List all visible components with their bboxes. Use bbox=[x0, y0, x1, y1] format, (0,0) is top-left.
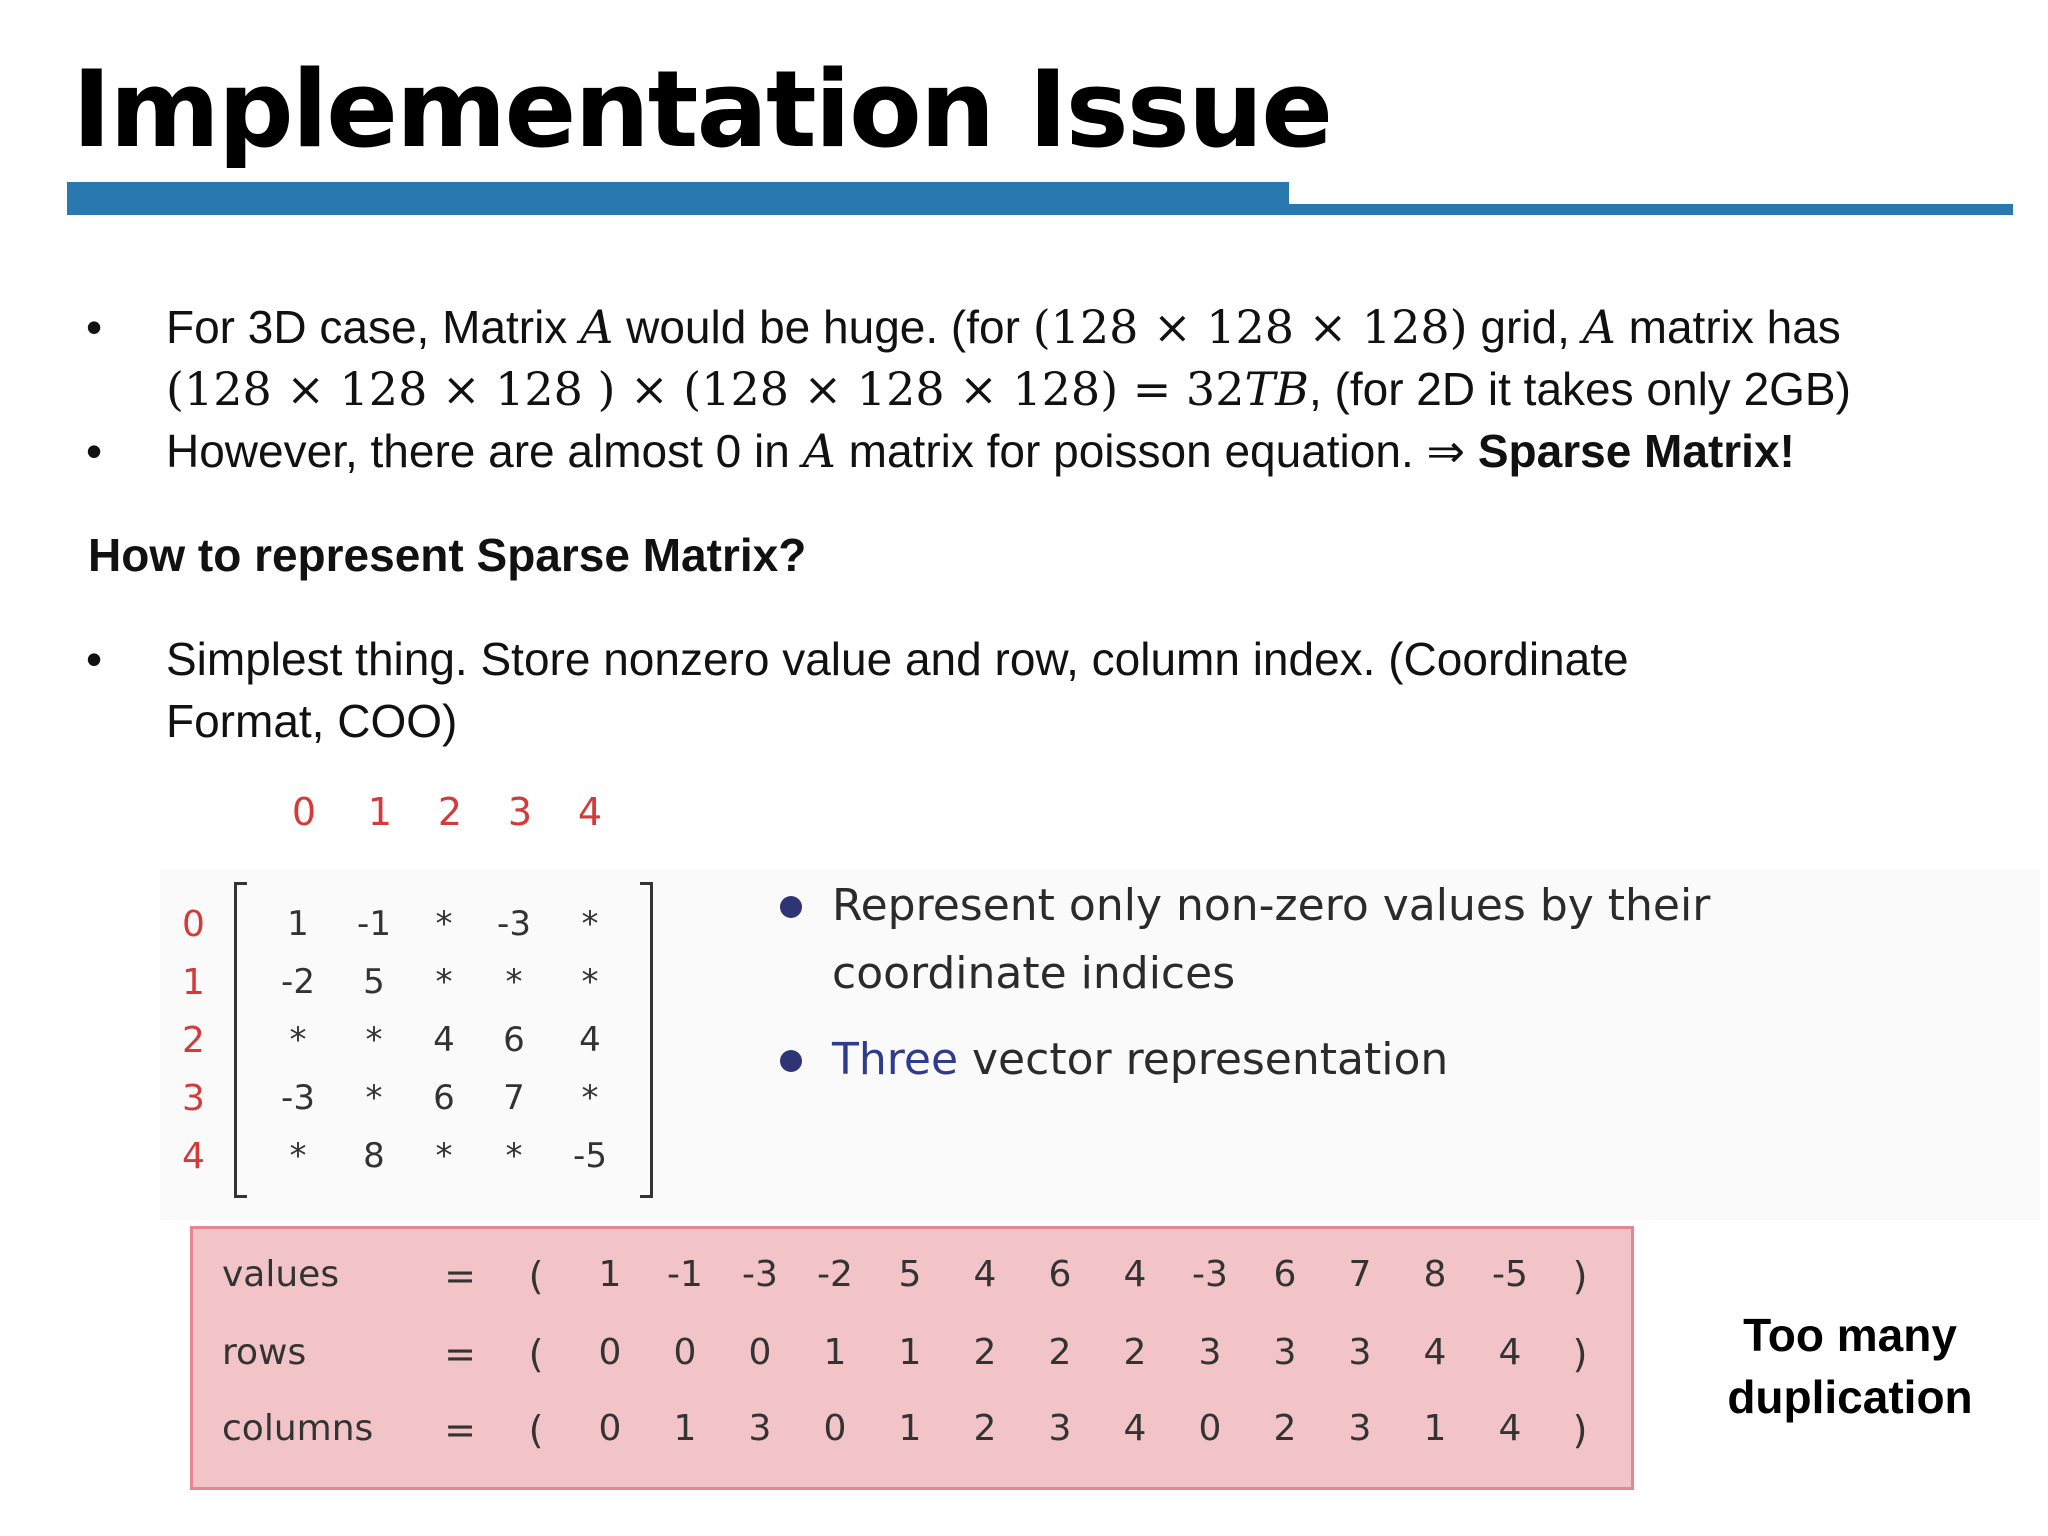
equals-sign: = bbox=[444, 1408, 476, 1452]
coo-entry: -1 bbox=[667, 1254, 703, 1295]
coo-entry: 3 bbox=[1348, 1408, 1372, 1449]
note-line: Too many bbox=[1743, 1309, 1957, 1361]
matrix-right-bracket bbox=[640, 882, 653, 1198]
matrix-cell: 7 bbox=[503, 1078, 525, 1118]
matrix-cell: 1 bbox=[287, 904, 309, 944]
row-index: 3 bbox=[182, 1078, 205, 1119]
open-paren: ( bbox=[528, 1408, 544, 1452]
coo-entry: 2 bbox=[973, 1332, 997, 1373]
title-underline-thin-bar bbox=[1289, 204, 2013, 215]
coo-entry: 3 bbox=[1273, 1332, 1297, 1373]
matrix-cell: * bbox=[581, 1078, 599, 1118]
figure-bullet-dot bbox=[780, 1050, 802, 1072]
coo-entry: 1 bbox=[598, 1254, 622, 1295]
math-expression: (128 × 128 × 128 ) × (128 × 128 × 128) = 32 bbox=[166, 362, 1245, 416]
matrix-cell: * bbox=[289, 1020, 307, 1060]
text-span: However, there are almost 0 in bbox=[166, 425, 803, 477]
matrix-cell: * bbox=[365, 1078, 383, 1118]
coo-entry: 1 bbox=[898, 1408, 922, 1449]
coo-entry: 1 bbox=[823, 1332, 847, 1373]
text-span: , (for 2D it takes only 2GB) bbox=[1308, 363, 1851, 415]
coo-entry: -5 bbox=[1492, 1254, 1528, 1295]
text-span: vector representation bbox=[958, 1034, 1449, 1085]
text-span: would be huge. (for bbox=[613, 301, 1033, 353]
bullet-dot: • bbox=[86, 633, 103, 685]
text-span: matrix for poisson equation. ⇒ bbox=[835, 425, 1478, 477]
coo-entry: 4 bbox=[1423, 1332, 1447, 1373]
matrix-cell: 6 bbox=[503, 1020, 525, 1060]
row-index: 0 bbox=[182, 904, 205, 945]
matrix-cell: * bbox=[435, 962, 453, 1002]
coo-entry: 4 bbox=[973, 1254, 997, 1295]
coo-row-label: rows bbox=[222, 1332, 307, 1373]
coo-entry: 4 bbox=[1123, 1254, 1147, 1295]
matrix-cell: -1 bbox=[357, 904, 391, 944]
emphasis-sparse-matrix: Sparse Matrix! bbox=[1477, 425, 1795, 477]
matrix-cell: * bbox=[505, 1136, 523, 1176]
matrix-cell: 4 bbox=[579, 1020, 601, 1060]
row-index: 2 bbox=[182, 1020, 205, 1061]
column-index: 3 bbox=[507, 790, 533, 834]
highlight-word: Three bbox=[832, 1034, 959, 1085]
figure-point-2 bbox=[832, 1026, 1448, 1094]
math-var-A: A bbox=[802, 424, 836, 478]
coo-entry: 1 bbox=[898, 1332, 922, 1373]
bullet-2 bbox=[166, 420, 1795, 482]
math-expression: (128 × 128 × 128) bbox=[1032, 300, 1468, 354]
coo-entry: -2 bbox=[817, 1254, 853, 1295]
bullet-3-line-1: Simplest thing. Store nonzero value and row, column index. (Coordinate bbox=[166, 633, 1629, 685]
coo-entry: 2 bbox=[973, 1408, 997, 1449]
coo-entry: 1 bbox=[1423, 1408, 1447, 1449]
coo-entry: 0 bbox=[673, 1332, 697, 1373]
bullet-1-line-1 bbox=[166, 296, 1841, 358]
equals-sign: = bbox=[444, 1332, 476, 1376]
matrix-cell: * bbox=[581, 904, 599, 944]
matrix-cell: * bbox=[505, 962, 523, 1002]
bullet-dot: • bbox=[86, 301, 103, 353]
matrix-cell: * bbox=[289, 1136, 307, 1176]
close-paren: ) bbox=[1572, 1332, 1588, 1376]
column-index: 2 bbox=[437, 790, 463, 834]
coo-entry: 7 bbox=[1348, 1254, 1372, 1295]
math-var-TB: TB bbox=[1244, 362, 1309, 416]
matrix-cell: 5 bbox=[363, 962, 385, 1002]
coo-entry: 3 bbox=[1048, 1408, 1072, 1449]
matrix-cell: * bbox=[435, 904, 453, 944]
matrix-left-bracket bbox=[234, 882, 247, 1198]
text-span: matrix has bbox=[1615, 301, 1841, 353]
coo-row-label: columns bbox=[222, 1408, 374, 1449]
column-index: 1 bbox=[367, 790, 393, 834]
matrix-cell: * bbox=[435, 1136, 453, 1176]
column-index: 0 bbox=[291, 790, 317, 834]
bullet-3-line-2: Format, COO) bbox=[166, 695, 458, 747]
coo-entry: 0 bbox=[1198, 1408, 1222, 1449]
equals-sign: = bbox=[444, 1254, 476, 1298]
duplication-note bbox=[1700, 1304, 2000, 1428]
coo-entry: 5 bbox=[898, 1254, 922, 1295]
matrix-cell: -3 bbox=[281, 1078, 315, 1118]
column-index: 4 bbox=[577, 790, 603, 834]
coo-entry: -3 bbox=[1192, 1254, 1228, 1295]
coo-entry: 0 bbox=[598, 1332, 622, 1373]
coo-entry: 2 bbox=[1123, 1332, 1147, 1373]
coo-entry: 0 bbox=[748, 1332, 772, 1373]
row-index: 1 bbox=[182, 962, 205, 1003]
coo-row-label: values bbox=[222, 1254, 340, 1295]
matrix-cell: 4 bbox=[433, 1020, 455, 1060]
coo-entry: 6 bbox=[1048, 1254, 1072, 1295]
matrix-cell: -2 bbox=[281, 962, 315, 1002]
coo-entry: 6 bbox=[1273, 1254, 1297, 1295]
figure-bullet-dot bbox=[780, 896, 802, 918]
coo-entry: 3 bbox=[1198, 1332, 1222, 1373]
text-span: grid, bbox=[1467, 301, 1583, 353]
coo-entry: -3 bbox=[742, 1254, 778, 1295]
close-paren: ) bbox=[1572, 1408, 1588, 1452]
figure-point-1-line-1: Represent only non-zero values by their bbox=[832, 880, 1711, 931]
text-span: For 3D case, Matrix bbox=[166, 301, 581, 353]
figure-point-1-line-2: coordinate indices bbox=[832, 948, 1236, 999]
matrix-cell: * bbox=[365, 1020, 383, 1060]
matrix-cell: * bbox=[581, 962, 599, 1002]
matrix-cell: 8 bbox=[363, 1136, 385, 1176]
coo-entry: 0 bbox=[598, 1408, 622, 1449]
open-paren: ( bbox=[528, 1254, 544, 1298]
title-underline-bar bbox=[67, 182, 1289, 215]
coo-entry: 8 bbox=[1423, 1254, 1447, 1295]
coo-entry: 2 bbox=[1273, 1408, 1297, 1449]
open-paren: ( bbox=[528, 1332, 544, 1376]
coo-entry: 3 bbox=[1348, 1332, 1372, 1373]
math-var-A: A bbox=[1582, 300, 1616, 354]
coo-entry: 4 bbox=[1498, 1408, 1522, 1449]
coo-entry: 2 bbox=[1048, 1332, 1072, 1373]
coo-entry: 3 bbox=[748, 1408, 772, 1449]
matrix-cell: -3 bbox=[497, 904, 531, 944]
section-heading: How to represent Sparse Matrix? bbox=[88, 529, 807, 581]
slide-title: Implementation Issue bbox=[72, 48, 1332, 171]
bullet-1-line-2 bbox=[166, 358, 1851, 420]
coo-entry: 4 bbox=[1123, 1408, 1147, 1449]
math-var-A: A bbox=[580, 300, 614, 354]
matrix-cell: -5 bbox=[573, 1136, 607, 1176]
matrix-cell: 6 bbox=[433, 1078, 455, 1118]
row-index: 4 bbox=[182, 1136, 205, 1177]
coo-entry: 0 bbox=[823, 1408, 847, 1449]
close-paren: ) bbox=[1572, 1254, 1588, 1298]
bullet-dot: • bbox=[86, 425, 103, 477]
note-line: duplication bbox=[1727, 1371, 1973, 1423]
coo-entry: 1 bbox=[673, 1408, 697, 1449]
coo-entry: 4 bbox=[1498, 1332, 1522, 1373]
